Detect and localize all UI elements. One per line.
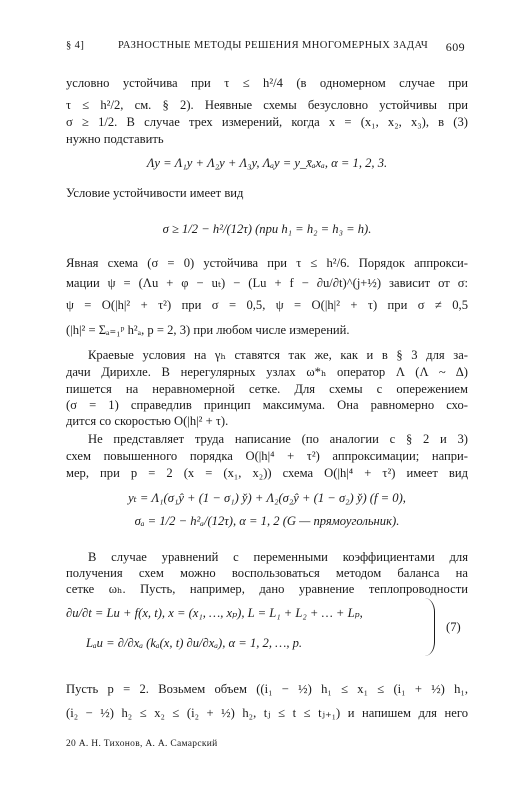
text-line: условно устойчива при τ ≤ h²/4 (в одномерном случае при — [66, 76, 468, 90]
text-line: Не представляет труда написание (по аналогии с § 2 и 3) — [88, 432, 468, 446]
text-line: τ ≤ h²/2, см. § 2). Неявные схемы безусловно устойчивы при — [66, 98, 468, 112]
signature-footer: 20 А. Н. Тихонов, А. А. Самарский — [66, 739, 218, 749]
running-title: РАЗНОСТНЫЕ МЕТОДЫ РЕШЕНИЯ МНОГОМЕРНЫХ ЗАДАЧ — [118, 40, 429, 51]
text-line: получения схем можно воспользоваться методом баланса на — [66, 566, 468, 580]
text-line: схем повышенного порядка O(|h|⁴ + τ²) аппроксимации; напри- — [66, 449, 468, 463]
text-line: Явная схема (σ = 0) устойчива при τ ≤ h²/6. Порядок аппрокси- — [66, 256, 468, 270]
text-line: сетке ωₕ. Пусть, например, дано уравнение теплопроводности — [66, 582, 468, 596]
text-line: нужно подставить — [66, 132, 164, 146]
text-line: (|h|² = Σₐ₌₁ᵖ h²ₐ, p = 2, 3) при любом числе измерений. — [66, 323, 350, 337]
text-line: Условие устойчивости имеет вид — [66, 186, 244, 200]
text-line: ψ = O(|h|² + τ²) при σ = 0,5, ψ = O(|h|² + τ) при σ ≠ 0,5 — [66, 298, 468, 312]
text-line: (σ = 1) справедлив принцип максимума. Она равномерно схо- — [66, 398, 468, 412]
text-line: мации ψ = (Λu + φ − uₜ) − (Lu + f − ∂u/∂t)^(j+½) зависит от σ: — [66, 276, 468, 290]
page-number: 609 — [445, 40, 465, 54]
display-equation: yₜ = Λ₁(σ₁ŷ + (1 − σ₁) y̌) + Λ₂(σ₂ŷ + (1 − σ₂) y̌) (f = 0), — [128, 491, 406, 505]
text-line: дачи Дирихле. В нерегулярных узлах ω*ₕ оператор Λ (Λ ~ Δ) — [66, 365, 468, 379]
display-equation: σₐ = 1/2 − h²ₐ/(12τ), α = 1, 2 (G — прямоугольник). — [134, 514, 400, 528]
equation-system-line: Lₐu = ∂/∂xₐ (kₐ(x, t) ∂u/∂xₐ), α = 1, 2, …, p. — [86, 636, 303, 650]
text-line: Пусть p = 2. Возьмем объем ((i₁ − ½) h₁ ≤ x₁ ≤ (i₁ + ½) h₁, — [66, 682, 468, 696]
equation-number: (7) — [446, 620, 461, 634]
text-line: пишется на неравномерной сетке. Для схемы с опережением — [66, 382, 468, 396]
equation-system-line: ∂u/∂t = Lu + f(x, t), x = (x₁, …, xₚ), L = L₁ + L₂ + … + Lₚ, — [66, 606, 363, 620]
display-equation: Λy = Λ₁y + Λ₂y + Λ₃y, Λₐy = y_x̄ₐxₐ, α = 1, 2, 3. — [146, 156, 388, 170]
text-line: Краевые условия на γₕ ставятся так же, как и в § 3 для за- — [88, 348, 468, 362]
display-equation: σ ≥ 1/2 − h²/(12τ) (при h₁ = h₂ = h₃ = h). — [162, 222, 372, 236]
text-line: (i₂ − ½) h₂ ≤ x₂ ≤ (i₂ + ½) h₂, tⱼ ≤ t ≤ tⱼ₊₁) и напишем для него — [66, 706, 468, 720]
text-line: В случае уравнений с переменными коэффициентами для — [88, 550, 468, 564]
text-line: дится со скоростью O(|h|² + τ). — [66, 414, 229, 428]
text-line: σ ≥ 1/2. В случае трех измерений, когда x = (x₁, x₂, x₃), в (3) — [66, 115, 468, 129]
text-line: мер, при p = 2 (x = (x₁, x₂)) схема O(|h|⁴ + τ²) имеет вид — [66, 466, 468, 480]
section-mark: § 4] — [66, 40, 85, 51]
running-header — [66, 40, 465, 56]
right-brace — [424, 598, 435, 656]
